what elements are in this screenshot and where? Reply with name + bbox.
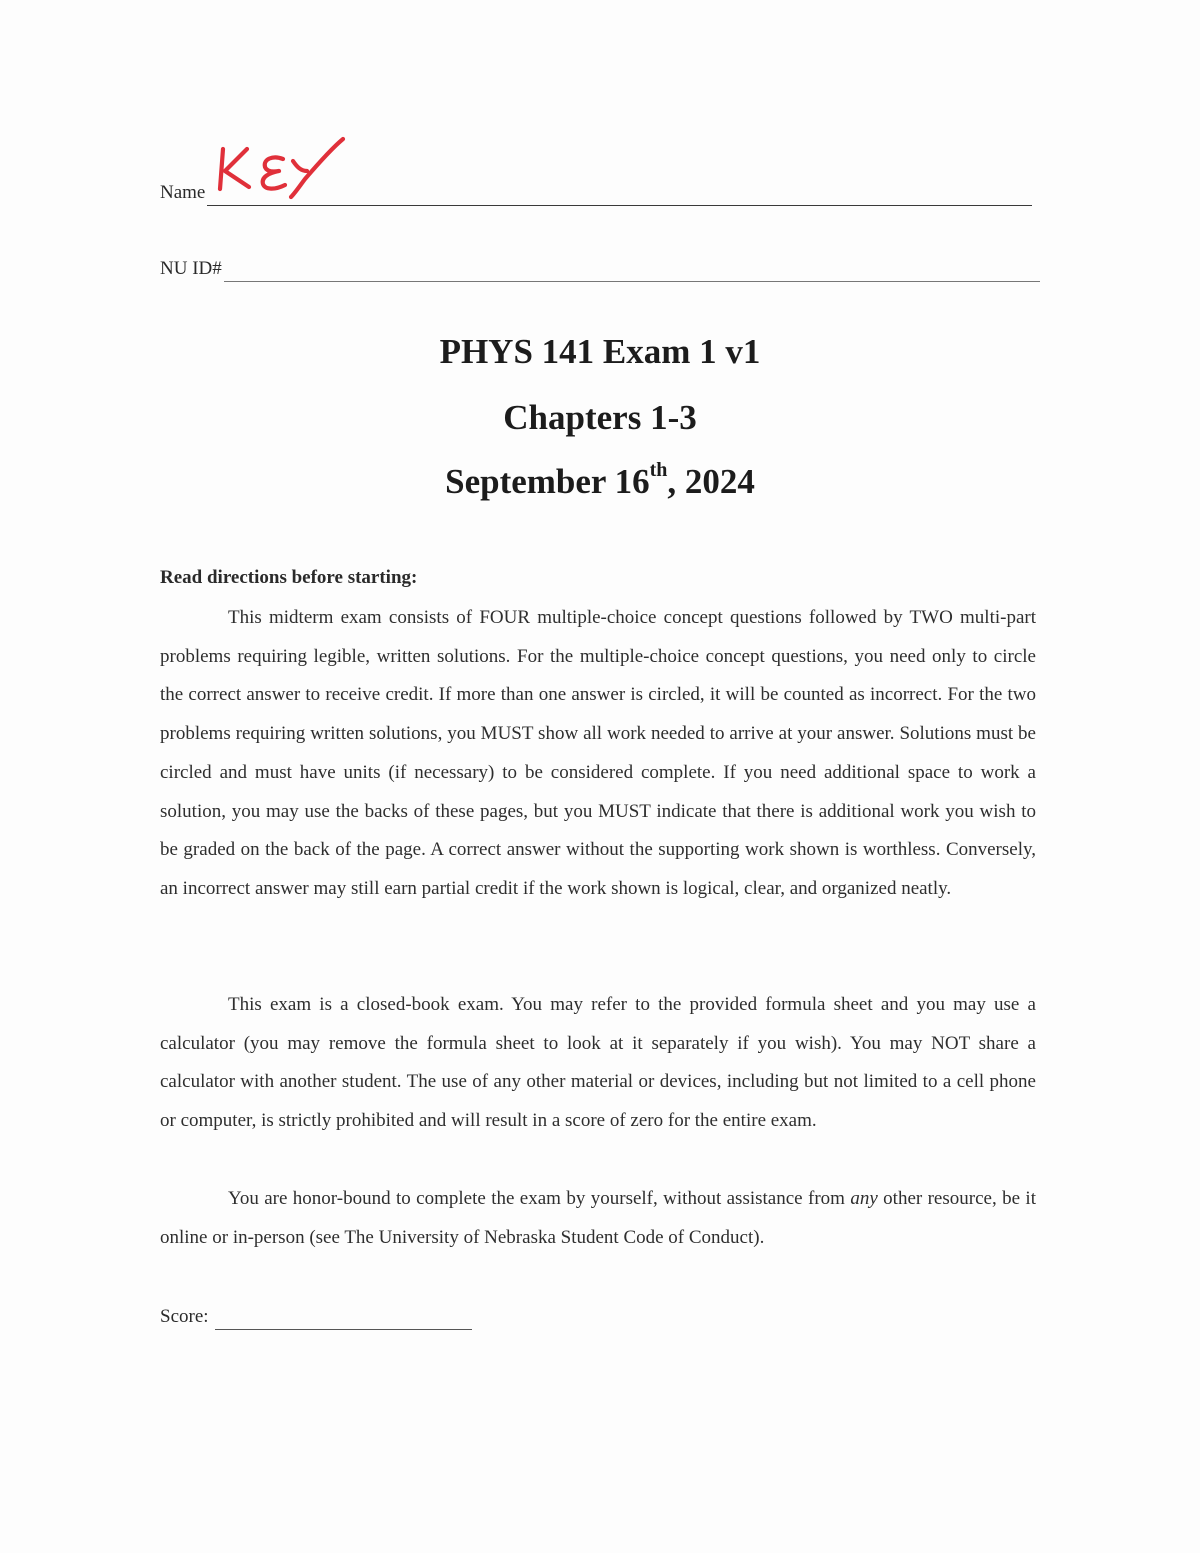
nu-id-field-row xyxy=(160,250,1040,282)
exam-title: PHYS 141 Exam 1 v1 xyxy=(439,332,761,371)
exam-date xyxy=(0,459,1200,502)
nu-id-field[interactable] xyxy=(224,249,1040,282)
directions-heading: Read directions before starting: xyxy=(160,567,418,588)
exam-date-year: , 2024 xyxy=(667,462,755,501)
score-label: Score: xyxy=(160,1306,209,1327)
name-field[interactable] xyxy=(207,149,1032,206)
directions-paragraph-3 xyxy=(160,1180,1036,1257)
honor-text-start: You are honor-bound to complete the exam by yourself, without assistance from xyxy=(228,1188,851,1209)
handwritten-key-signature xyxy=(217,135,357,205)
nu-id-label: NU ID# xyxy=(160,258,222,279)
honor-text-end: other resource, be it online or in-person (see The University of Nebraska Student Code of Conduct). xyxy=(160,1188,1036,1248)
name-field-row xyxy=(160,150,1032,206)
honor-text-emphasis: any xyxy=(850,1188,878,1209)
directions-paragraph-1: This midterm exam consists of FOUR multiple-choice concept questions followed by TWO multi-part problems requiring legible, written solutions. For the multiple-choice concept questions, you need only to circle the correct answer to receive credit. If more than one answer is circled, it will be counted as incorrect. For the two problems requiring written solutions, you MUST show all work needed to arrive at your answer. Solutions must be circled and must have units (if necessary) to be considered complete. If you need additional space to work a solution, you may use the backs of these pages, but you MUST indicate that there is additional work you wish to be graded on the back of the page. A correct answer without the supporting work shown is worthless. Conversely, an incorrect answer may still earn partial credit if the work shown is logical, clear, and organized neatly. xyxy=(160,607,1036,899)
score-field[interactable] xyxy=(215,1299,472,1330)
exam-date-ordinal: th xyxy=(649,459,668,482)
exam-chapters: Chapters 1-3 xyxy=(503,398,697,437)
directions-paragraph-2: This exam is a closed-book exam. You may refer to the provided formula sheet and you may use a calculator (you may remove the formula sheet to look at it separately if you wish). You may NOT share a calculator with another student. The use of any other material or devices, including but not limited to a cell phone or computer, is strictly prohibited and will result in a score of zero for the entire exam. xyxy=(160,994,1036,1132)
exam-date-main: September 16 xyxy=(445,462,650,501)
name-label: Name xyxy=(160,182,206,203)
score-field-row xyxy=(160,1300,472,1330)
